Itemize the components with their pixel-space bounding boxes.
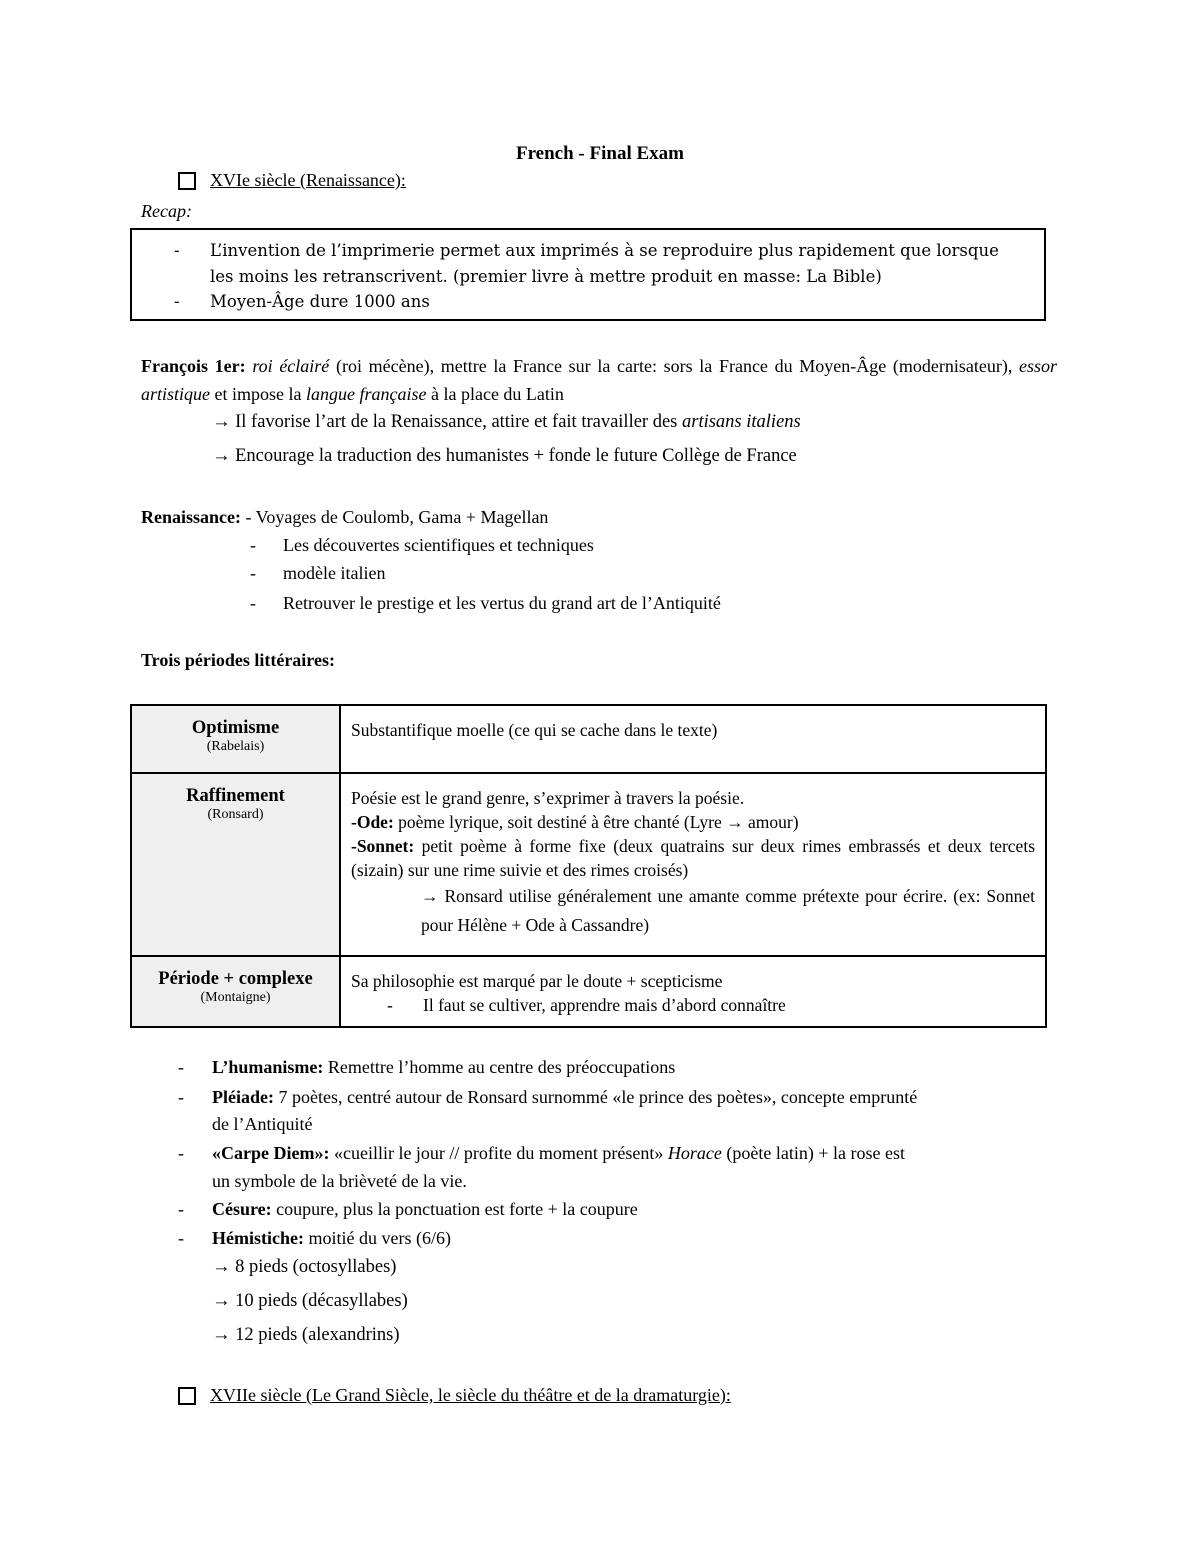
period-author: (Ronsard)	[207, 807, 264, 822]
list-item: modèle italien	[283, 563, 386, 583]
optimisme-text: Substantifique moelle (ce qui se cache dans le texte)	[351, 720, 718, 740]
ronsard-line: → Ronsard utilise généralement une amante comme prétexte pour écrire. (ex: Sonnet pour Hélène + Ode à Cassandre)	[421, 886, 1035, 935]
complexe-line-2	[351, 993, 1035, 1017]
period-cell	[131, 773, 340, 956]
francois-text-1: (roi mécène), mettre la France sur la carte: sors la France du Moyen-Âge (modernisateur),	[335, 356, 1013, 376]
renaissance-first: - Voyages de Coulomb, Gama + Magellan	[245, 507, 549, 527]
pleiade-item	[212, 1087, 917, 1108]
essor-artistique: essor artistique	[141, 356, 1058, 404]
cesure-text: coupure, plus la ponctuation est forte + la coupure	[276, 1199, 638, 1219]
sonnet-text: petit poème à forme fixe (deux quatrains sur deux rimes embrassés et deux tercets (sizain) sur une rime suivie et des rimes croisés)	[351, 836, 1035, 880]
humanisme-item	[212, 1057, 675, 1078]
period-cell	[131, 705, 340, 773]
section-heading-text: XVIe siècle (Renaissance):	[210, 170, 406, 190]
arrow1-text: → Il favorise l’art de la Renaissance, attire et fait travailler des	[212, 412, 678, 432]
period-description	[340, 956, 1046, 1027]
hemistiche-item	[212, 1228, 451, 1249]
sonnet-line	[351, 834, 1035, 882]
period-description	[340, 705, 1046, 773]
checkbox-icon	[178, 172, 196, 190]
list-dash: -	[250, 563, 256, 583]
carpe-label: «Carpe Diem»:	[212, 1143, 330, 1163]
list-dash: -	[178, 1199, 184, 1219]
complexe-line-2-text: Il faut se cultiver, apprendre mais d’abord connaître	[423, 995, 786, 1015]
raffinement-line-1: Poésie est le grand genre, s’exprimer à travers la poésie.	[351, 788, 745, 808]
list-dash: -	[178, 1228, 184, 1248]
humanisme-text: Remettre l’homme au centre des préoccupations	[327, 1057, 676, 1077]
table-row	[131, 956, 1046, 1027]
cesure-item	[212, 1199, 638, 1220]
pieds-item: → 10 pieds (décasyllabes)	[212, 1291, 408, 1311]
recap-dash: -	[174, 241, 180, 260]
pieds-item: → 12 pieds (alexandrins)	[212, 1325, 400, 1345]
artisans-italiens: artisans italiens	[682, 412, 801, 432]
period-name: Raffinement	[186, 786, 285, 806]
francois-text-2: et impose la	[214, 384, 302, 404]
ode-text: poème lyrique, soit destiné à être chanté (Lyre → amour)	[398, 812, 799, 832]
section-heading-17th	[178, 1385, 731, 1406]
roi-eclaire: roi éclairé	[252, 356, 330, 376]
langue-francaise: langue française	[306, 384, 427, 404]
section-heading-16th	[178, 170, 406, 191]
francois-paragraph	[141, 352, 1057, 408]
period-author: (Montaigne)	[200, 990, 271, 1005]
recap-line-2: Moyen-Âge dure 1000 ans	[210, 292, 430, 311]
carpe-horace: Horace	[667, 1143, 722, 1163]
francois-text-3: à la place du Latin	[430, 384, 564, 404]
pleiade-text-2: de l’Antiquité	[212, 1114, 313, 1134]
checkbox-icon	[178, 1387, 196, 1405]
list-dash: -	[178, 1087, 184, 1107]
carpe-text-3: un symbole de la brièveté de la vie.	[212, 1171, 467, 1191]
pieds-item: → 8 pieds (octosyllabes)	[212, 1257, 397, 1277]
list-dash: -	[250, 593, 256, 613]
period-name: Période + complexe	[158, 969, 313, 989]
recap-label: Recap:	[141, 201, 192, 221]
list-dash: -	[178, 1143, 184, 1163]
hemistiche-label: Hémistiche:	[212, 1228, 304, 1248]
list-item: Retrouver le prestige et les vertus du grand art de l’Antiquité	[283, 593, 721, 613]
period-name: Optimisme	[191, 718, 280, 738]
francois-arrow-1	[212, 412, 801, 433]
ode-line	[351, 810, 1035, 834]
carpe-text: «cueillir le jour // profite du moment présent»	[333, 1143, 664, 1163]
table-row	[131, 705, 1046, 773]
list-dash: -	[250, 535, 256, 555]
section-heading-text: XVIIe siècle (Le Grand Siècle, le siècle du théâtre et de la dramaturgie):	[210, 1385, 731, 1405]
recap-box	[130, 228, 1046, 321]
periods-table	[130, 704, 1047, 1028]
period-description	[340, 773, 1046, 956]
recap-line-1b: les moins les retranscrivent. (premier livre à mettre produit en masse: La Bible)	[210, 267, 882, 286]
ode-label: -Ode:	[351, 812, 394, 832]
sonnet-label: -Sonnet:	[351, 836, 415, 856]
francois-label: François 1er:	[141, 356, 246, 376]
hemistiche-text: moitié du vers (6/6)	[308, 1228, 451, 1248]
recap-line-1: L’invention de l’imprimerie permet aux imprimés à se reproduire plus rapidement que lorsque	[210, 241, 999, 260]
pleiade-text: 7 poètes, centré autour de Ronsard surnommé «le prince des poètes», concepte emprunté	[278, 1087, 918, 1107]
period-author: (Rabelais)	[206, 739, 265, 754]
list-dash: -	[387, 995, 393, 1015]
carpe-text-2: (poète latin) + la rose est	[726, 1143, 905, 1163]
list-item: Les découvertes scientifiques et techniques	[283, 535, 594, 555]
list-dash: -	[178, 1057, 184, 1077]
period-cell	[131, 956, 340, 1027]
humanisme-label: L’humanisme:	[212, 1057, 324, 1077]
pleiade-label: Pléiade:	[212, 1087, 274, 1107]
carpe-item	[212, 1143, 905, 1164]
complexe-line-1: Sa philosophie est marqué par le doute + scepticisme	[351, 971, 723, 991]
francois-arrow-2: → Encourage la traduction des humanistes + fonde le future Collège de France	[212, 446, 797, 466]
cesure-label: Césure:	[212, 1199, 272, 1219]
periodes-heading: Trois périodes littéraires:	[141, 650, 335, 670]
recap-dash: -	[174, 292, 180, 311]
renaissance-label: Renaissance:	[141, 507, 241, 527]
table-row	[131, 773, 1046, 956]
renaissance-line	[141, 507, 548, 528]
page-title: French - Final Exam	[515, 143, 684, 164]
